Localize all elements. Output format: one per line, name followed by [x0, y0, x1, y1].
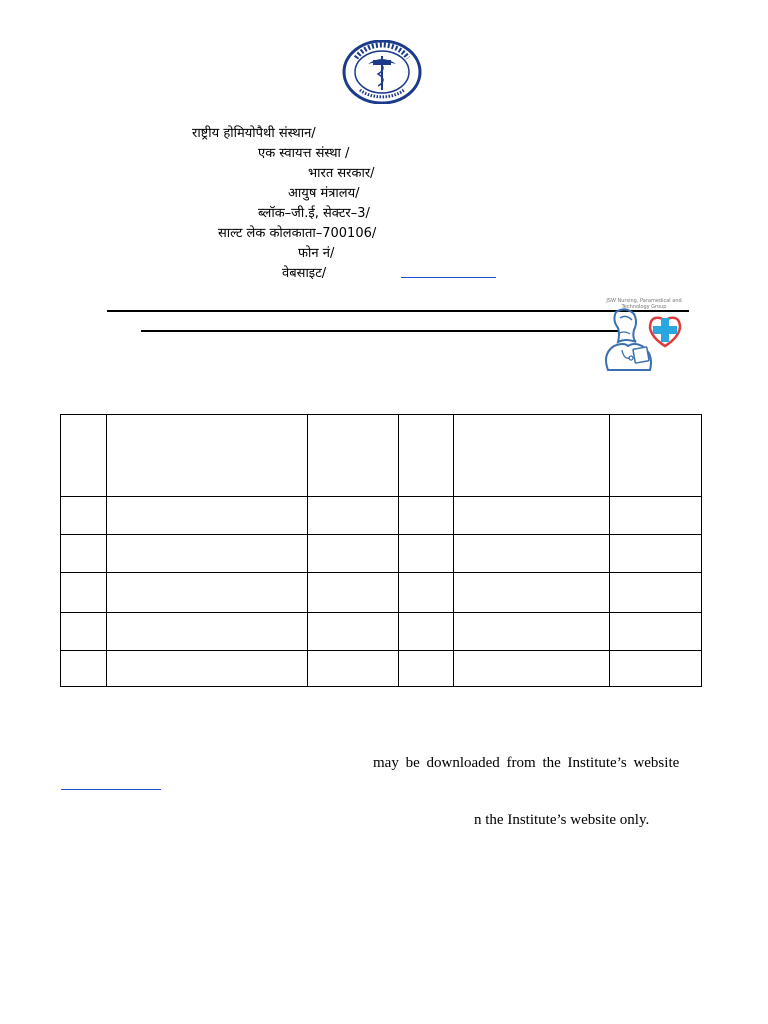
table-cell	[107, 650, 308, 686]
blank-table	[60, 414, 702, 687]
table-cell	[107, 612, 308, 650]
address-line-government: भारत सरकार/	[308, 166, 375, 181]
header-rule-bottom	[141, 330, 619, 332]
table-cell	[61, 650, 107, 686]
table-cell	[454, 535, 610, 572]
table-cell	[308, 497, 399, 535]
table-row	[61, 572, 702, 612]
address-line-website: वेबसाइट/	[282, 266, 327, 281]
table-row	[61, 497, 702, 535]
table-cell	[308, 572, 399, 612]
table-cell	[308, 612, 399, 650]
table-cell	[399, 497, 454, 535]
address-line-city: साल्ट लेक कोलकाता–700106/	[218, 226, 377, 241]
table-cell	[308, 415, 399, 497]
table-cell	[454, 650, 610, 686]
table-cell	[308, 535, 399, 572]
table-cell	[610, 650, 702, 686]
table-cell	[399, 650, 454, 686]
table-cell	[107, 497, 308, 535]
table-cell	[454, 612, 610, 650]
address-line-ministry: आयुष मंत्रालय/	[288, 186, 360, 201]
table-cell	[610, 415, 702, 497]
table-cell	[610, 535, 702, 572]
website-link[interactable]	[401, 277, 496, 278]
table-cell	[61, 415, 107, 497]
table-cell	[454, 572, 610, 612]
table-cell	[399, 572, 454, 612]
table-cell	[308, 650, 399, 686]
table-cell	[610, 612, 702, 650]
institute-logo	[342, 40, 422, 104]
table-cell	[610, 497, 702, 535]
table-cell	[61, 535, 107, 572]
address-line-phone: फोन नं/	[298, 246, 335, 261]
table-cell	[399, 415, 454, 497]
table-cell	[61, 497, 107, 535]
table-row	[61, 535, 702, 572]
table-cell	[454, 415, 610, 497]
table-cell	[61, 572, 107, 612]
table-cell	[399, 612, 454, 650]
table-cell	[107, 415, 308, 497]
table-row	[61, 612, 702, 650]
institute-website-link[interactable]	[61, 789, 161, 790]
table-header-row	[61, 415, 702, 497]
nurse-heart-plus-icon	[588, 298, 692, 374]
address-line-block: ब्लॉक–जी.ई, सेक्टर–3/	[258, 206, 370, 221]
table-cell	[107, 535, 308, 572]
table-cell	[107, 572, 308, 612]
table-cell	[454, 497, 610, 535]
table-row	[61, 650, 702, 686]
table-cell	[610, 572, 702, 612]
address-line-autonomous: एक स्वायत्त संस्था /	[258, 146, 350, 161]
address-line-institute: राष्ट्रीय होमियोपैथी संस्थान/	[192, 126, 316, 141]
table-cell	[399, 535, 454, 572]
watermark-text: JSW Nursing, Paramedical and Technology Group	[606, 298, 682, 310]
table-cell	[61, 612, 107, 650]
website-only-notice-text: n the Institute’s website only.	[474, 812, 650, 828]
download-notice-text: may be downloaded from the Institute’s website	[373, 755, 680, 771]
